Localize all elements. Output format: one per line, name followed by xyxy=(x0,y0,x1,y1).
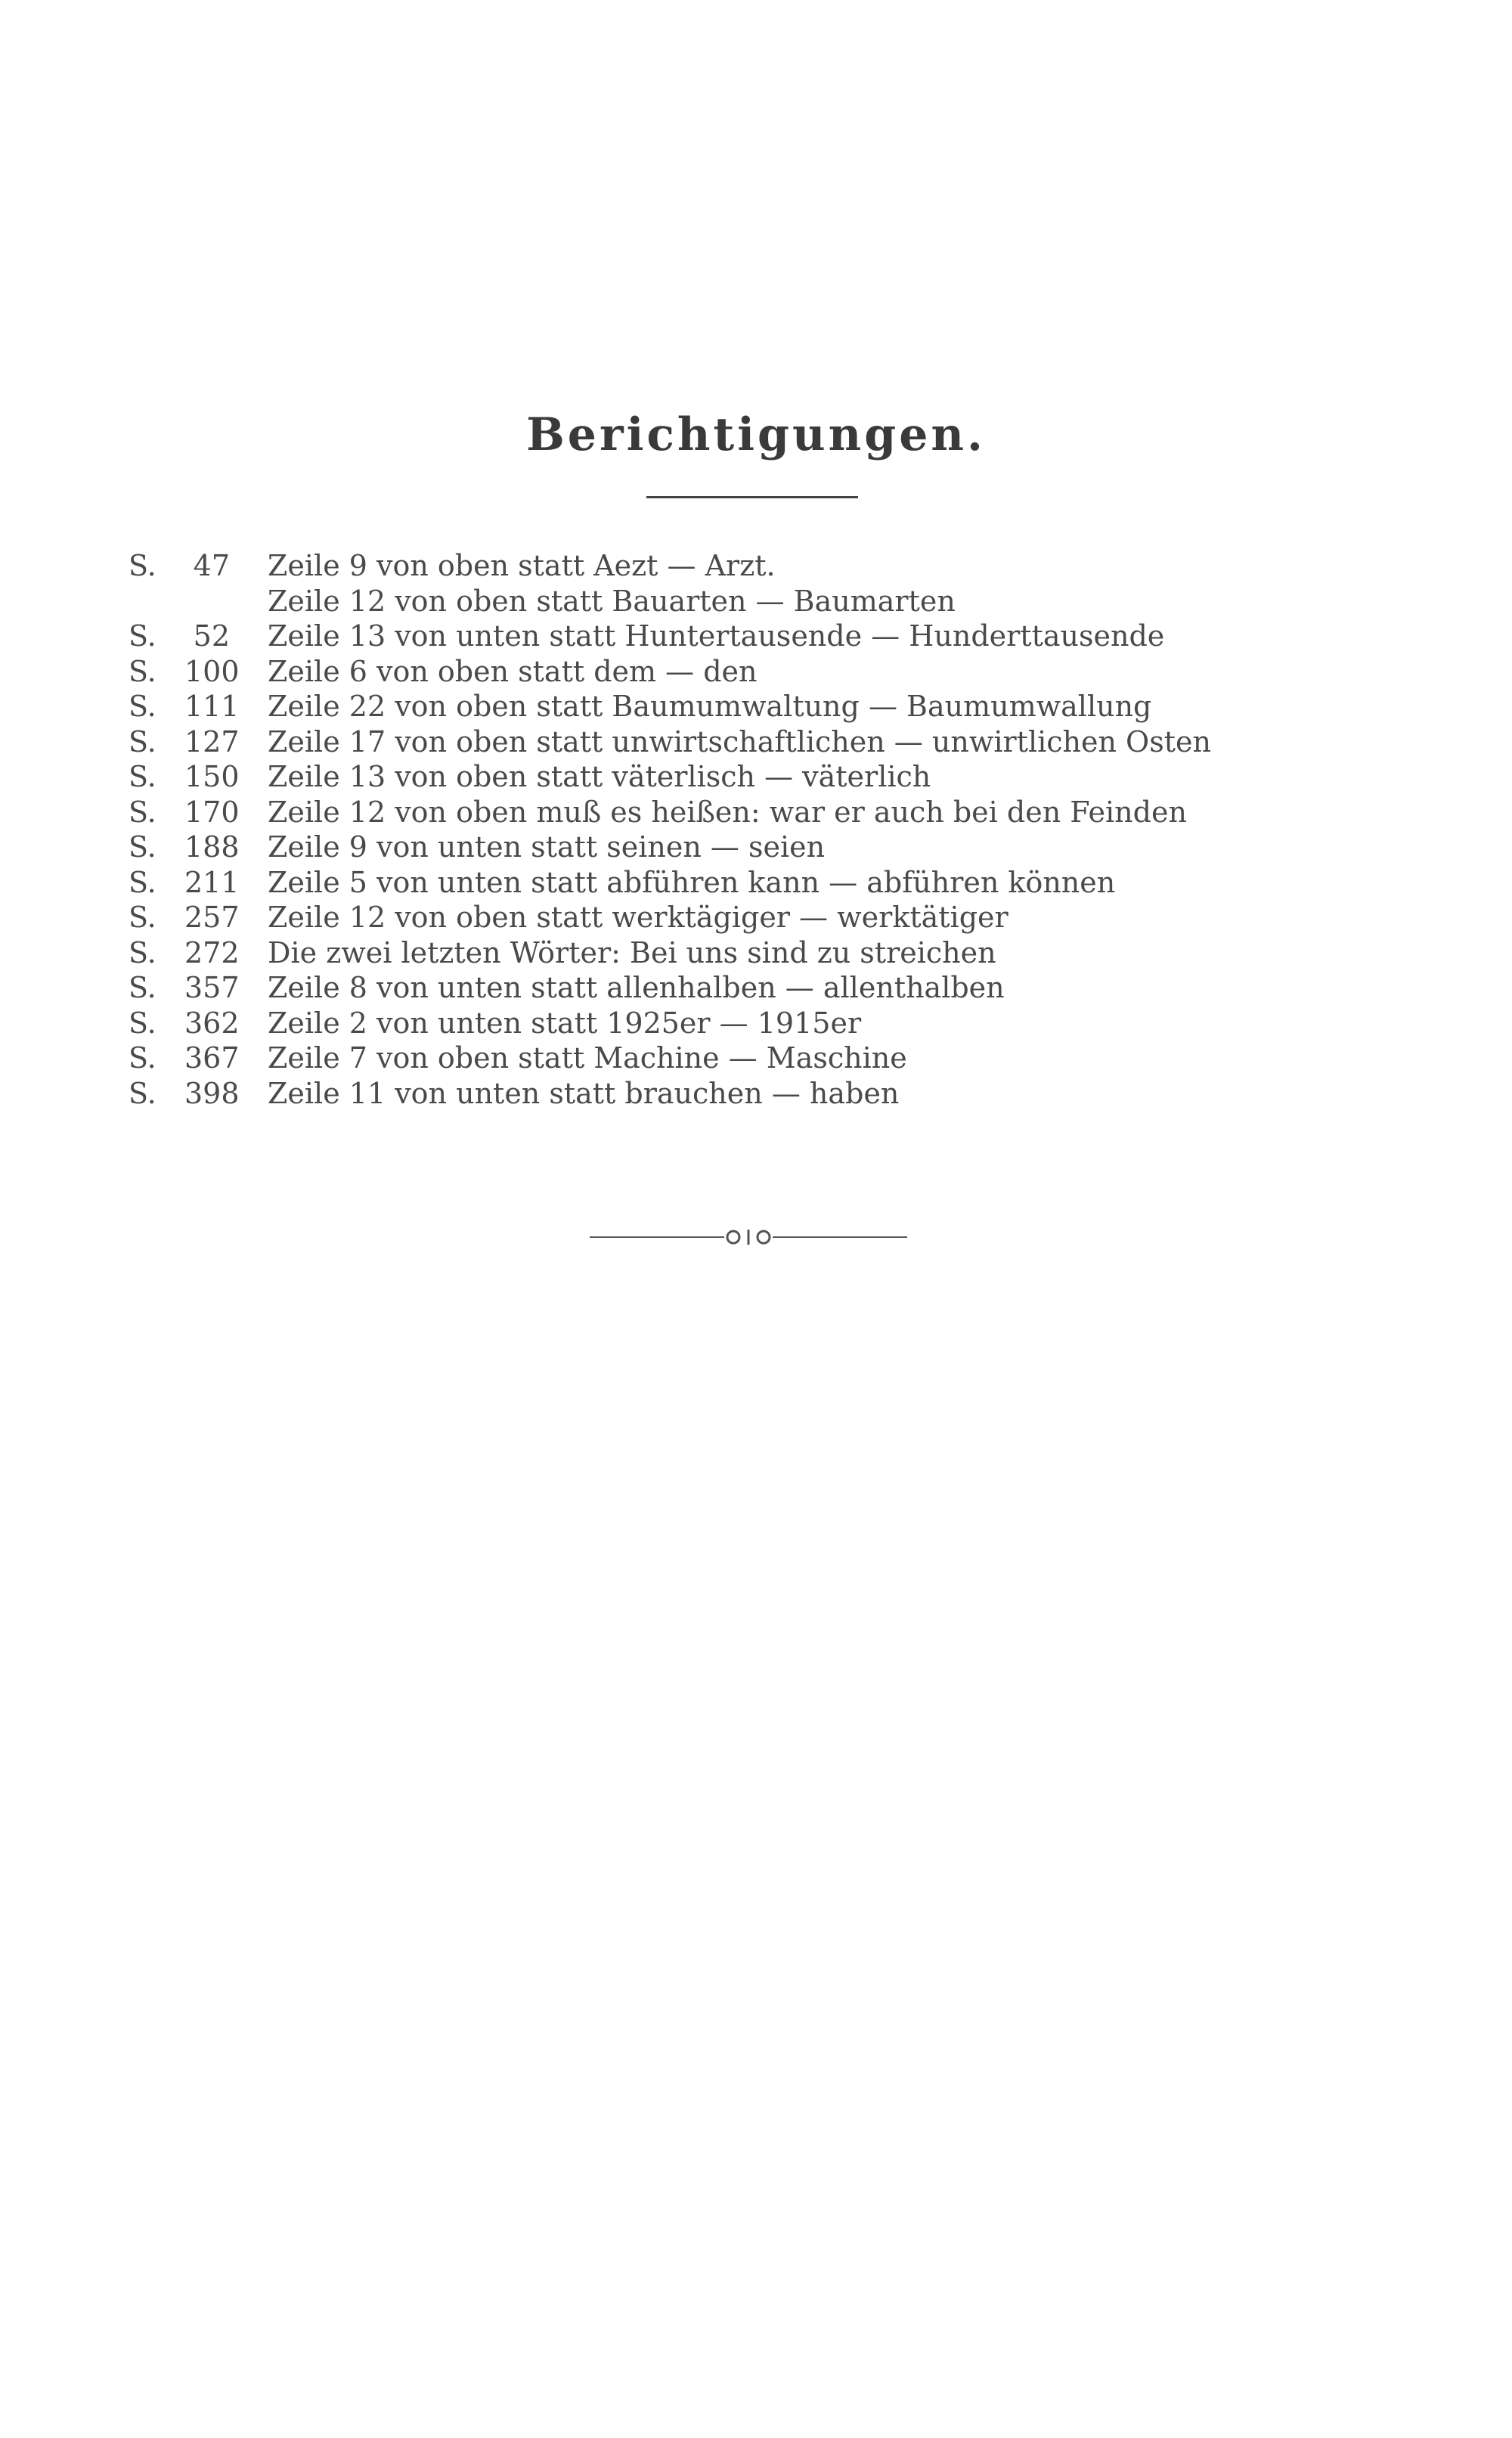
page-reference xyxy=(129,900,240,935)
page-reference xyxy=(129,654,240,690)
page-number: 47 xyxy=(193,549,230,582)
page-number: 170 xyxy=(184,795,240,829)
page-reference xyxy=(129,830,240,865)
page-reference xyxy=(129,1076,240,1112)
page-prefix: S. xyxy=(129,830,156,864)
page-prefix: S. xyxy=(129,865,156,899)
page-number: 398 xyxy=(184,1076,240,1110)
errata-row xyxy=(129,654,1338,690)
page-prefix: S. xyxy=(129,654,156,688)
errata-row xyxy=(129,584,1338,619)
correction-text: Zeile 12 von oben statt werktägiger — werktätiger xyxy=(268,901,1009,934)
errata-row xyxy=(129,795,1338,830)
page-reference xyxy=(129,548,234,584)
errata-row xyxy=(129,1076,1338,1112)
page-reference xyxy=(129,584,234,619)
page-prefix: S. xyxy=(129,549,156,582)
correction-text: Zeile 8 von unten statt allenhalben — allenthalben xyxy=(268,971,1005,1004)
page-number: 52 xyxy=(193,619,230,653)
page-number: 100 xyxy=(184,654,240,688)
page-reference xyxy=(129,619,234,654)
correction-text: Zeile 22 von oben statt Baumumwaltung — Baumumwallung xyxy=(268,690,1152,723)
page-prefix: S. xyxy=(129,901,156,934)
page-number: 150 xyxy=(184,760,240,793)
page-number: 362 xyxy=(184,1006,240,1040)
errata-row xyxy=(129,970,1338,1006)
correction-text: Zeile 11 von unten statt brauchen — haben xyxy=(268,1076,900,1110)
page-prefix: S. xyxy=(129,1041,156,1075)
page-reference xyxy=(129,689,240,724)
page-title: Berichtigungen. xyxy=(526,408,986,461)
errata-row xyxy=(129,689,1338,724)
errata-row xyxy=(129,900,1338,935)
ornament-circle-left xyxy=(727,1231,739,1243)
errata-row xyxy=(129,619,1338,654)
correction-text: Zeile 9 von unten statt seinen — seien xyxy=(268,830,826,864)
page-reference xyxy=(129,865,240,901)
page-prefix: S. xyxy=(129,760,156,793)
page-prefix: S. xyxy=(129,724,156,758)
page-prefix: S. xyxy=(129,1076,156,1110)
errata-row xyxy=(129,759,1338,795)
page-number: 257 xyxy=(184,901,240,934)
page-reference xyxy=(129,1006,240,1041)
correction-text: Die zwei letzten Wörter: Bei uns sind zu streichen xyxy=(268,935,996,969)
end-ornament xyxy=(590,1228,907,1246)
page-number: 367 xyxy=(184,1041,240,1075)
page-reference xyxy=(129,970,240,1006)
correction-text: Zeile 9 von oben statt Aezt — Arzt. xyxy=(268,549,776,582)
correction-text: Zeile 13 von oben statt väterlisch — väterlich xyxy=(268,760,931,793)
errata-row xyxy=(129,724,1338,760)
page-reference xyxy=(129,759,240,795)
errata-row xyxy=(129,1041,1338,1076)
page-prefix: S. xyxy=(129,795,156,829)
page-number: 188 xyxy=(184,830,240,864)
errata-row xyxy=(129,865,1338,901)
page-prefix: S. xyxy=(129,690,156,723)
page-reference xyxy=(129,1041,240,1076)
page-number: 127 xyxy=(184,724,240,758)
errata-row xyxy=(129,1006,1338,1041)
correction-text: Zeile 5 von unten statt abführen kann — abführen können xyxy=(268,865,1116,899)
correction-text: Zeile 12 von oben muß es heißen: war er auch bei den Feinden xyxy=(268,795,1187,829)
ornament-circle-right xyxy=(758,1231,770,1243)
title-divider xyxy=(646,496,858,498)
page-prefix: S. xyxy=(129,971,156,1004)
correction-text: Zeile 2 von unten statt 1925er — 1915er xyxy=(268,1006,862,1040)
page-prefix: S. xyxy=(129,1006,156,1040)
errata-row xyxy=(129,830,1338,865)
correction-text: Zeile 17 von oben statt unwirtschaftlichen — unwirtlichen Osten xyxy=(268,724,1211,758)
page-reference xyxy=(129,935,240,971)
correction-text: Zeile 12 von oben statt Bauarten — Baumarten xyxy=(268,584,956,618)
correction-text: Zeile 13 von unten statt Huntertausende — Hunderttausende xyxy=(268,619,1165,653)
errata-row xyxy=(129,548,1338,584)
page-number: 111 xyxy=(184,690,240,723)
page-prefix: S. xyxy=(129,619,156,653)
errata-list xyxy=(129,548,1338,1111)
errata-row xyxy=(129,935,1338,971)
page-number: 272 xyxy=(184,935,240,969)
correction-text: Zeile 6 von oben statt dem — den xyxy=(268,654,758,688)
page-reference xyxy=(129,795,240,830)
page-number: 357 xyxy=(184,971,240,1004)
page-number: 211 xyxy=(184,865,240,899)
page-reference xyxy=(129,724,240,760)
page-prefix: S. xyxy=(129,935,156,969)
correction-text: Zeile 7 von oben statt Machine — Maschine xyxy=(268,1041,907,1075)
